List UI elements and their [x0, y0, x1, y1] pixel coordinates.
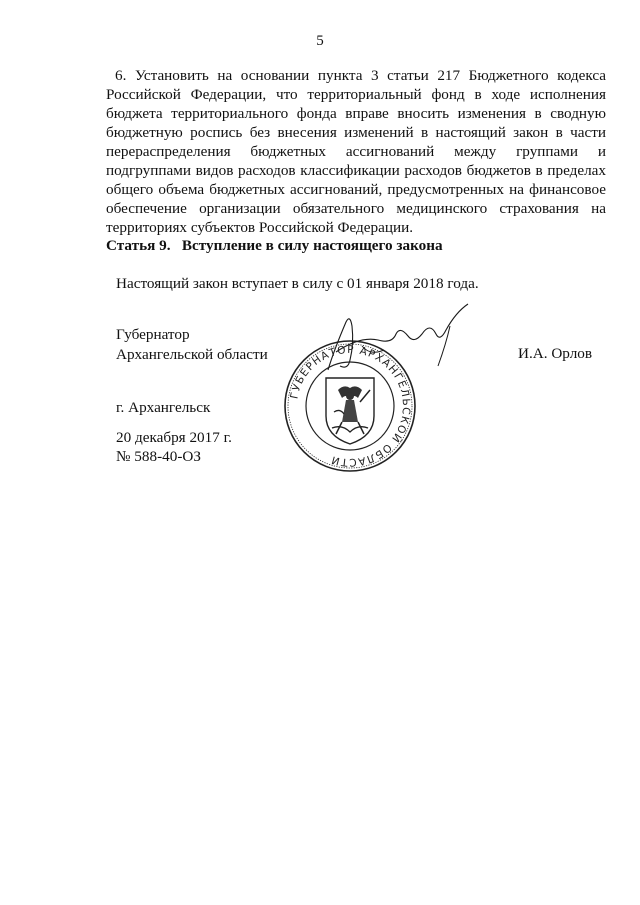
- governor-title-line1: Губернатор: [116, 326, 190, 343]
- governor-title: [116, 325, 268, 365]
- signer-name: И.А. Орлов: [518, 345, 593, 362]
- city: г. Архангельск: [116, 399, 211, 416]
- article-9-heading: Статья 9. Вступление в силу настоящего закона: [106, 237, 443, 254]
- law-number: № 588-40-ОЗ: [116, 448, 201, 465]
- governor-title-line2: Архангельской области: [116, 346, 268, 363]
- seal-text: ГУБЕРНАТОР АРХАНГЕЛЬСКОЙ ОБЛАСТИ: [288, 343, 413, 469]
- signing-date: 20 декабря 2017 г.: [116, 429, 232, 446]
- article-9-text: Настоящий закон вступает в силу с 01 января 2018 года.: [116, 275, 479, 292]
- handwritten-signature: [300, 300, 475, 380]
- paragraph-6: 6. Установить на основании пункта 3 статьи 217 Бюджетного кодекса Российской Федерации, что территориальный фонд в ходе исполнения бюджета территориального фонда вправе вносить изменения в сводную бюджетную роспись без внесения изменений в настоящий закон в части перераспределения бюджетных ассигнований между группами и подгруппами видов расходов классификации расходов бюджетов в пределах общего объема бюджетных ассигнований, предусмотренных на финансовое обеспечение организации обязательного медицинского страхования на территориях субъектов Российской Федерации.: [106, 67, 606, 236]
- page-number: 5: [316, 33, 324, 49]
- date-block: [116, 428, 232, 466]
